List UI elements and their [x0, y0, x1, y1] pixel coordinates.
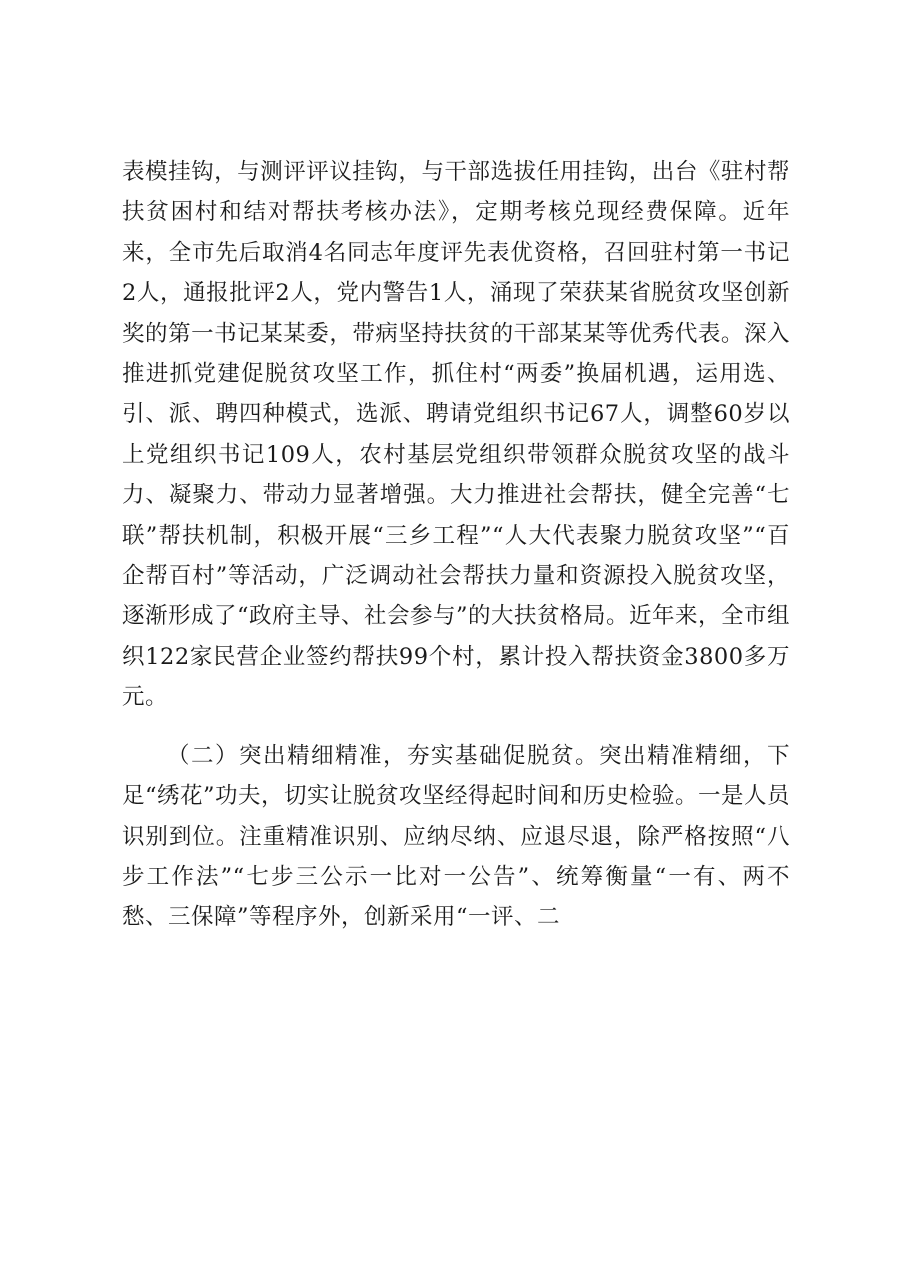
paragraph-1: 表模挂钩，与测评评议挂钩，与干部选拔任用挂钩，出台《驻村帮扶贫困村和结对帮扶考核办法》，定期考核兑现经费保障。近年来，全市先后取消4名同志年度评先表优资格，召回驻村第一书记2人，通报批评2人，党内警告1人，涌现了荣获某省脱贫攻坚创新奖的第一书记某某委，带病坚持扶贫的干部某某等优秀代表。深入推进抓党建促脱贫攻坚工作，抓住村“两委”换届机遇，运用选、引、派、聘四种模式，选派、聘请党组织书记67人，调整60岁以上党组织书记109人，农村基层党组织带领群众脱贫攻坚的战斗力、凝聚力、带动力显著增强。大力推进社会帮扶，健全完善“七联”帮扶机制，积极开展“三乡工程”“人大代表聚力脱贫攻坚”“百企帮百村”等活动，广泛调动社会帮扶力量和资源投入脱贫攻坚，逐渐形成了“政府主导、社会参与”的大扶贫格局。近年来，全市组织122家民营企业签约帮扶99个村，累计投入帮扶资金3800多万元。 [122, 159, 791, 711]
document-body [122, 152, 790, 938]
paragraph-2: （二）突出精细精准，夯实基础促脱贫。突出精准精细，下足“绣花”功夫，切实让脱贫攻坚经得起时间和历史检验。一是人员识别到位。注重精准识别、应纳尽纳、应退尽退，除严格按照“八步工作法”“七步三公示一比对一公告”、统筹衡量“一有、两不愁、三保障”等程序外，创新采用“一评、二 [122, 742, 791, 931]
